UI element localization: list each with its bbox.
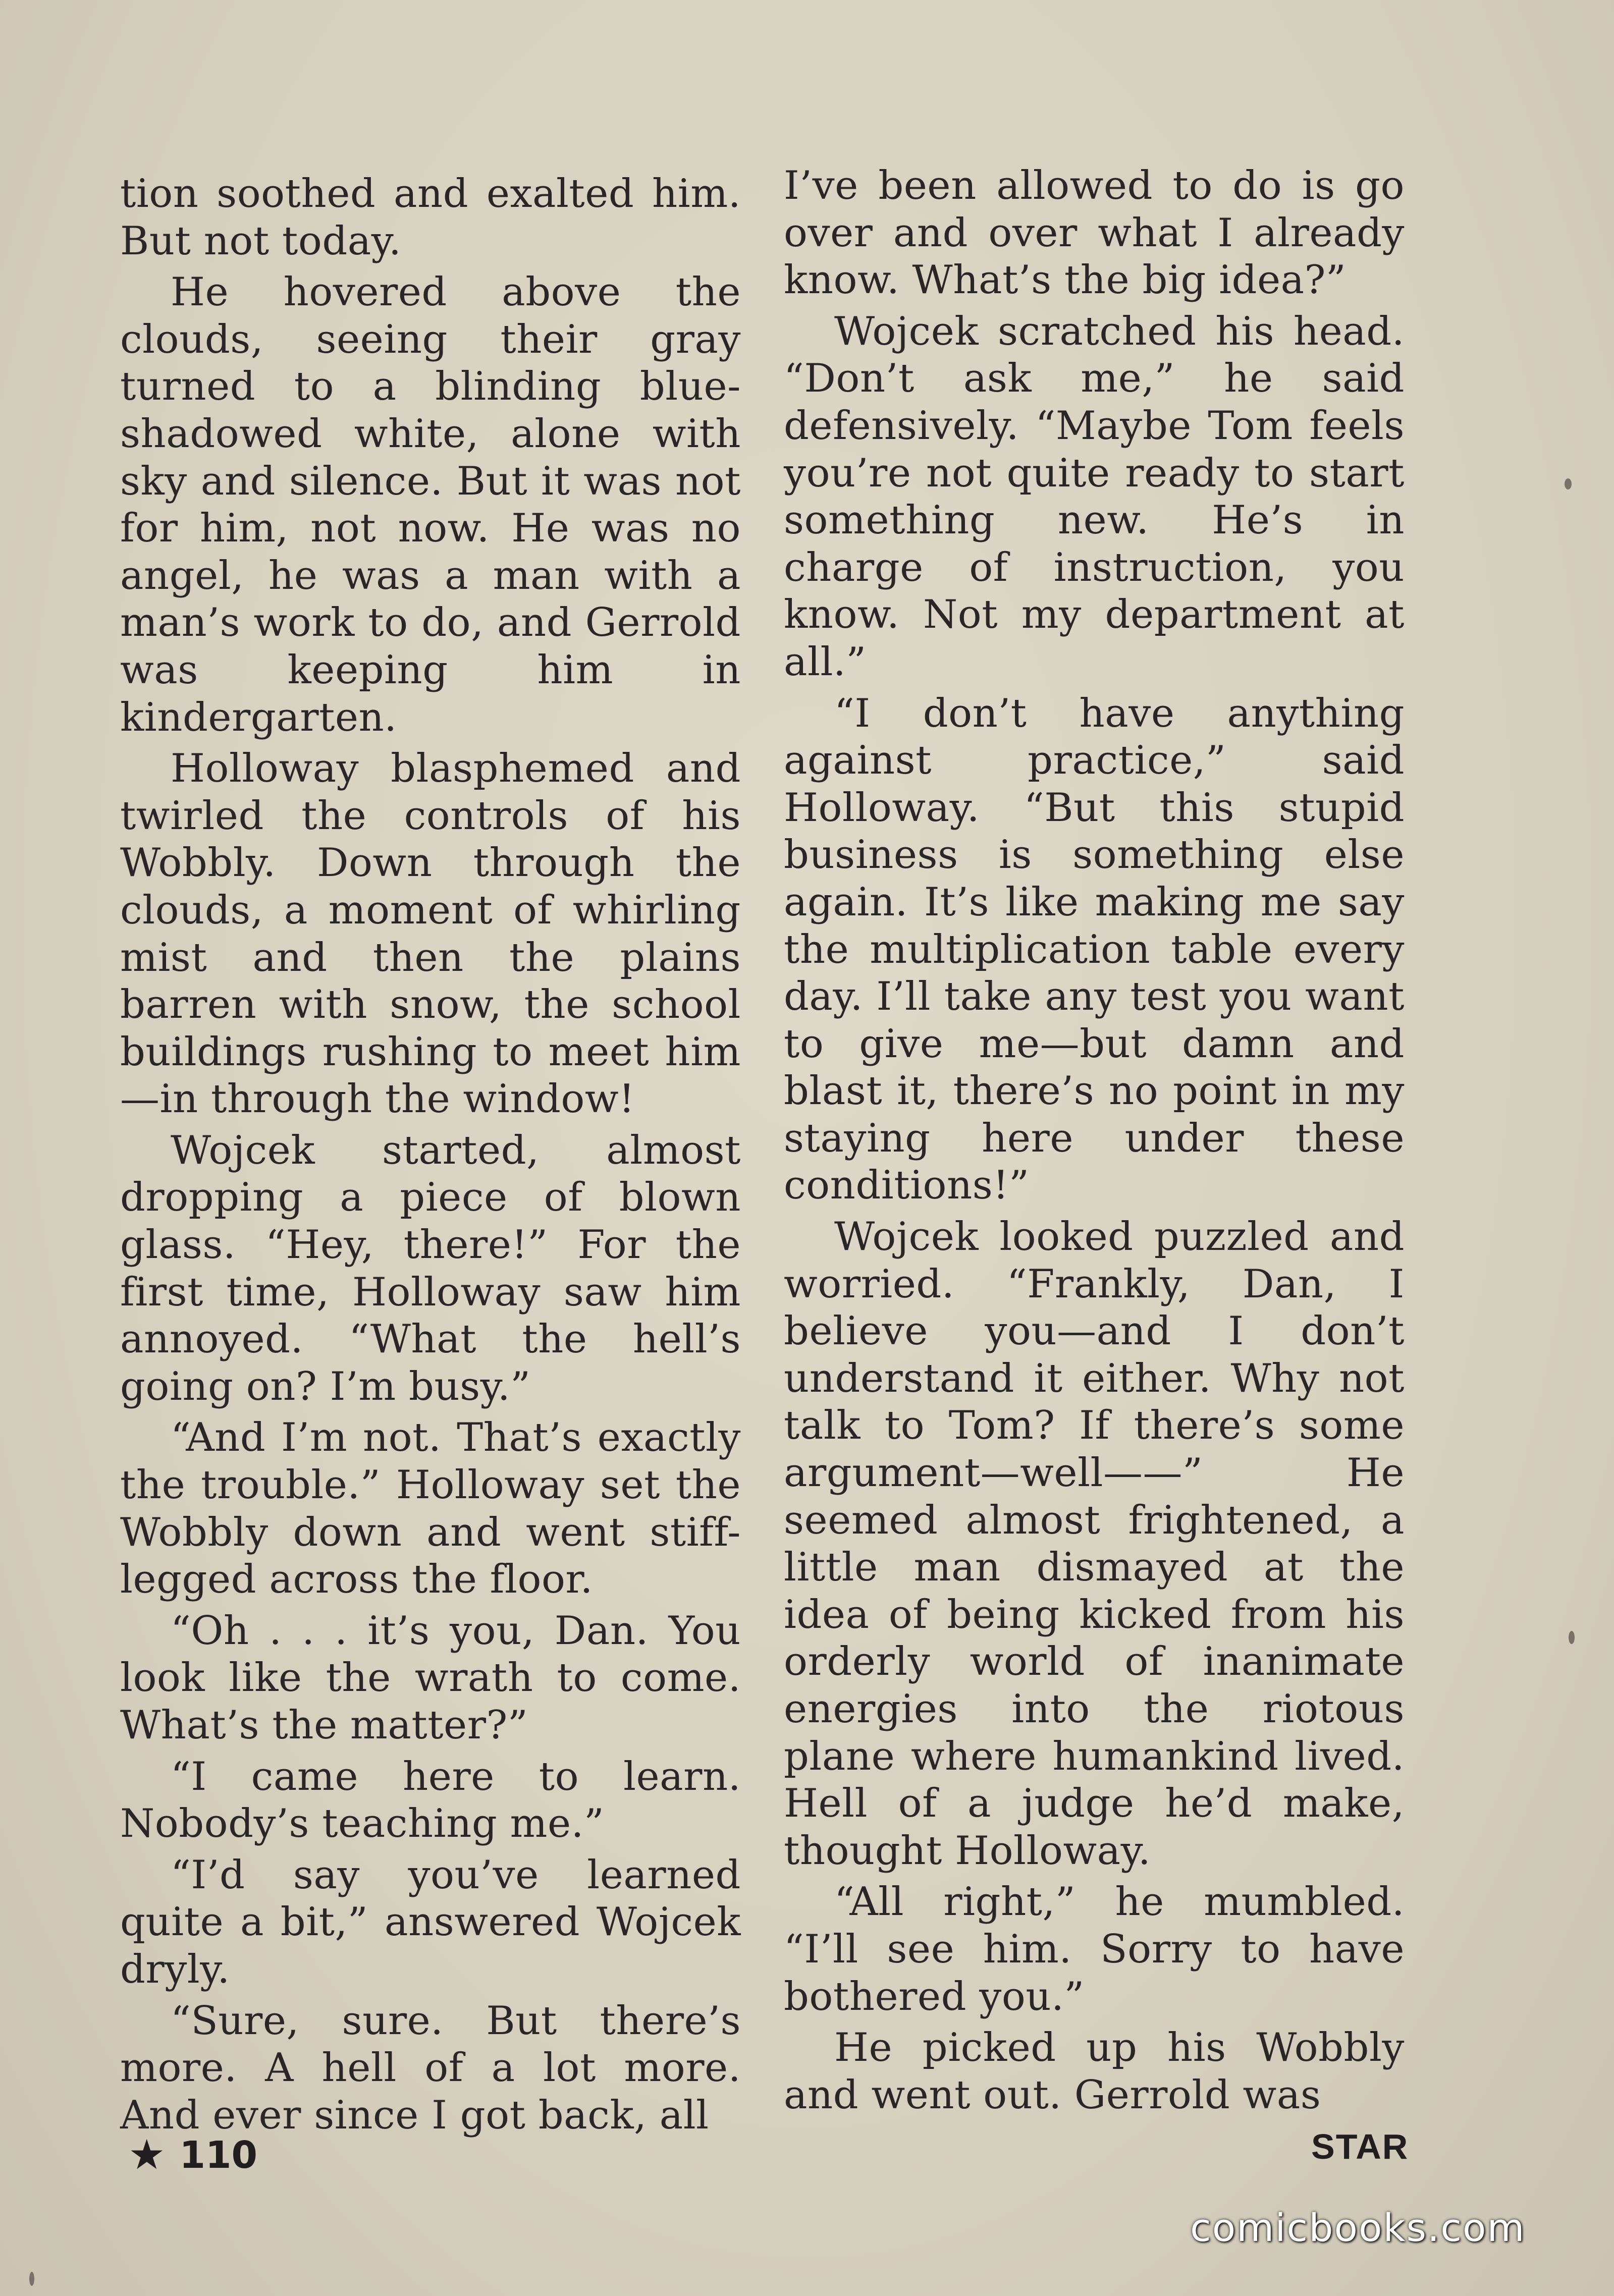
paragraph: “Sure, sure. But there’s more. A hell of a lot more. And ever since I got back, all <box>120 1998 741 2138</box>
page-number: 110 <box>179 2134 257 2177</box>
paragraph: I’ve been allowed to do is go over and over what I already know. What’s the big idea?” <box>784 163 1405 303</box>
paper-speck <box>1565 478 1572 489</box>
paragraph: He hovered above the clouds, seeing their gray turned to a blinding blue-shadowed white, alone with sky and silence. But it was not for him, not now. He was no angel, he was a man with a man’s work to do, and Gerrold was keeping him in kindergarten. <box>120 269 741 740</box>
paragraph: “I came here to learn. Nobody’s teaching me.” <box>120 1754 741 1847</box>
page-number-footer <box>128 2131 257 2179</box>
left-text-column <box>120 171 741 2143</box>
paragraph: “All right,” he mumbled. “I’ll see him. Sorry to have bothered you.” <box>784 1879 1405 2019</box>
paragraph: tion soothed and exalted him. But not today. <box>120 171 741 264</box>
paragraph: “Oh . . . it’s you, Dan. You look like the wrath to come. What’s the matter?” <box>120 1608 741 1748</box>
paper-speck <box>29 2272 34 2286</box>
star-icon: ★ <box>128 2131 166 2179</box>
paper-speck <box>1569 1631 1575 1644</box>
paragraph: He picked up his Wobbly and went out. Gerrold was <box>784 2025 1405 2118</box>
paragraph: Wojcek looked puzzled and worried. “Frankly, Dan, I believe you—and I don’t understand it either. Why not talk to Tom? If there’s some argument—well——” He seemed almost frightened, a little man dismayed at the idea of being kicked from his orderly world of inanimate energies into the riotous plane where humankind lived. Hell of a judge he’d make, thought Holloway. <box>784 1214 1405 1874</box>
paragraph: “And I’m not. That’s exactly the trouble.” Holloway set the Wobbly down and went stiff-legged across the floor. <box>120 1415 741 1603</box>
watermark: comicbooks.com <box>1190 2205 1526 2250</box>
paragraph: “I’d say you’ve learned quite a bit,” answered Wojcek dryly. <box>120 1852 741 1992</box>
paragraph: “I don’t have anything against practice,” said Holloway. “But this stupid business is something else again. It’s like making me say the multiplication table every day. I’ll take any test you want to give me—but damn and blast it, there’s no point in my staying here under these conditions!” <box>784 690 1405 1209</box>
magazine-title-footer: STAR <box>1311 2127 1409 2166</box>
paragraph: Wojcek started, almost dropping a piece of blown glass. “Hey, there!” For the first time, Holloway saw him annoyed. “What the hell’s going on? I’m busy.” <box>120 1127 741 1409</box>
right-text-column <box>784 162 1405 2123</box>
paragraph: Wojcek scratched his head. “Don’t ask me,” he said defensively. “Maybe Tom feels you’re not quite ready to start something new. He’s in charge of instruction, you know. Not my department at all.” <box>784 308 1405 685</box>
paragraph: Holloway blasphemed and twirled the controls of his Wobbly. Down through the clouds, a moment of whirling mist and then the plains barren with snow, the school buildings rushing to meet him —in through the window! <box>120 746 741 1122</box>
